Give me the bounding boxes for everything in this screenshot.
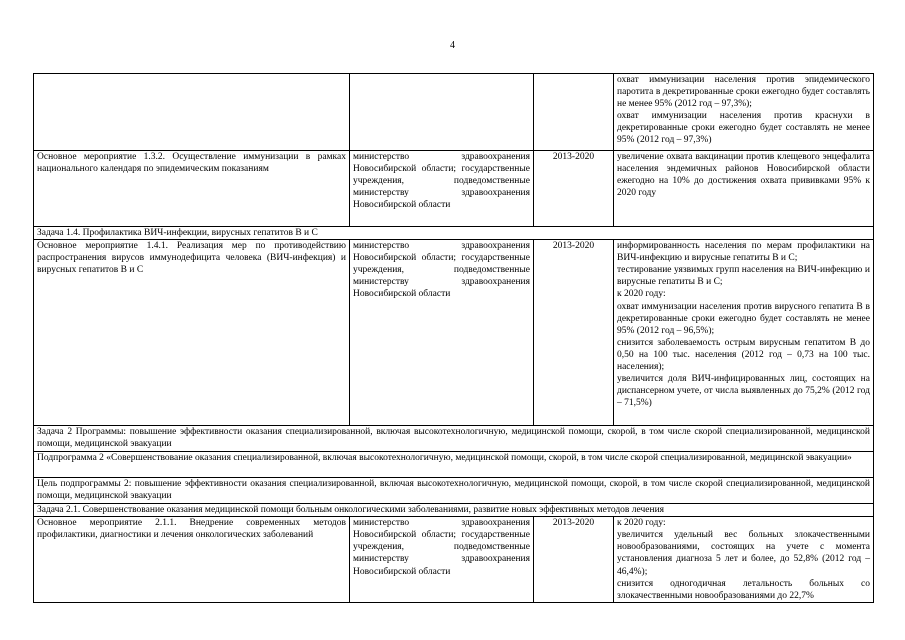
executor-cell: министерство здравоохранения Новосибирской области; государственные учреждения, подведомственные министерству здравоохранения Новосибирской области — [350, 240, 534, 426]
subprogram-goal-heading: Цель подпрограммы 2: повышение эффективности оказания специализированной, включая высокотехнологичную, медицинской помощи, скорой, в том числе скорой специализированной, медицинской помощи, медицинской эвакуации — [34, 478, 874, 504]
result-item: тестирование уязвимых групп населения на ВИЧ-инфекцию и вирусные гепатиты В и С; — [617, 265, 870, 288]
result-cell — [614, 74, 874, 151]
result-item: охват иммунизации населения против вирусного гепатита В в декретированные сроки ежегодно будет составлять не менее 95% (2012 год – 96,5%); — [617, 301, 870, 336]
table-row — [34, 151, 874, 227]
result-item: увеличение охвата вакцинации против клещевого энцефалита населения эндемичных районов Новосибирской области ежегодно на 10% до достижения охвата прививками 95% к 2020 году — [617, 152, 870, 199]
table-row — [34, 426, 874, 452]
period-cell — [534, 74, 614, 151]
period-cell: 2013-2020 — [534, 151, 614, 227]
table-row — [34, 240, 874, 426]
executor-cell: министерство здравоохранения Новосибирской области; государственные учреждения, подведомственные министерству здравоохранения Новосибирской области — [350, 517, 534, 603]
result-item: охват иммунизации населения против краснухи в декретированные сроки ежегодно будет составлять не менее 95% (2012 год – 97,3%) — [617, 111, 870, 146]
result-item: снизится заболеваемость острым вирусным гепатитом В до 0,50 на 100 тыс. населения (2012 год – 0,73 на 100 тыс. населения); — [617, 337, 870, 373]
result-item: к 2020 году: — [617, 289, 666, 300]
table-row — [34, 517, 874, 603]
table-row — [34, 227, 874, 240]
result-item: увеличится доля ВИЧ-инфицированных лиц, состоящих на диспансерном учете, от числа выявленных до 75,2% (2012 год – 71,5%) — [617, 374, 870, 409]
result-cell — [614, 240, 874, 426]
page-number: 4 — [450, 40, 455, 51]
result-item: охват иммунизации населения против эпидемического паротита в декретированные сроки ежегодно будет составлять не менее 95% (2012 год – 97,3%); — [617, 75, 870, 110]
task-heading: Задача 1.4. Профилактика ВИЧ-инфекции, вирусных гепатитов В и С — [34, 227, 874, 240]
period-cell: 2013-2020 — [534, 517, 614, 603]
result-item: информированность населения по мерам профилактики на ВИЧ-инфекцию и вирусные гепатиты В и С; — [617, 241, 870, 264]
executor-cell: министерство здравоохранения Новосибирской области; государственные учреждения, подведомственные министерству здравоохранения Новосибирской области — [350, 151, 534, 227]
activity-cell: Основное мероприятие 1.3.2. Осуществление иммунизации в рамках национального календаря по эпидемическим показаниям — [34, 151, 350, 227]
result-cell — [614, 517, 874, 603]
activities-table — [33, 73, 874, 603]
table-row — [34, 452, 874, 478]
table-row — [34, 504, 874, 517]
activity-cell: Основное мероприятие 2.1.1. Внедрение современных методов профилактики, диагностики и лечения онкологических заболеваний — [34, 517, 350, 603]
result-item: снизится одногодичная летальность больных со злокачественными новообразованиями до 22,7% — [617, 578, 870, 601]
table-row — [34, 478, 874, 504]
subprogram-heading: Подпрограмма 2 «Совершенствование оказания специализированной, включая высокотехнологичную, медицинской помощи, скорой, в том числе скорой специализированной, медицинской эвакуации» — [34, 452, 874, 478]
period-cell: 2013-2020 — [534, 240, 614, 426]
result-item: увеличится удельный вес больных злокачественными новообразованиями, состоящих на учете с момента установления диагноза 5 лет и более, до 52,8% (2012 год – 46,4%); — [617, 530, 870, 577]
activity-cell: Основное мероприятие 1.4.1. Реализация мер по противодействию распространения вирусов иммунодефицита человека (ВИЧ-инфекция) и вирусных гепатитов В и С — [34, 240, 350, 426]
task-heading: Задача 2.1. Совершенствование оказания медицинской помощи больным онкологическими заболеваниями, развитие новых эффективных методов лечения — [34, 504, 874, 517]
result-cell — [614, 151, 874, 227]
result-item: к 2020 году: — [617, 518, 666, 529]
activity-cell — [34, 74, 350, 151]
program-task-heading: Задача 2 Программы: повышение эффективности оказания специализированной, включая высокотехнологичную, медицинской помощи, скорой, в том числе скорой специализированной, медицинской помощи, медицинской эвакуации — [34, 426, 874, 452]
executor-cell — [350, 74, 534, 151]
table-row — [34, 74, 874, 151]
